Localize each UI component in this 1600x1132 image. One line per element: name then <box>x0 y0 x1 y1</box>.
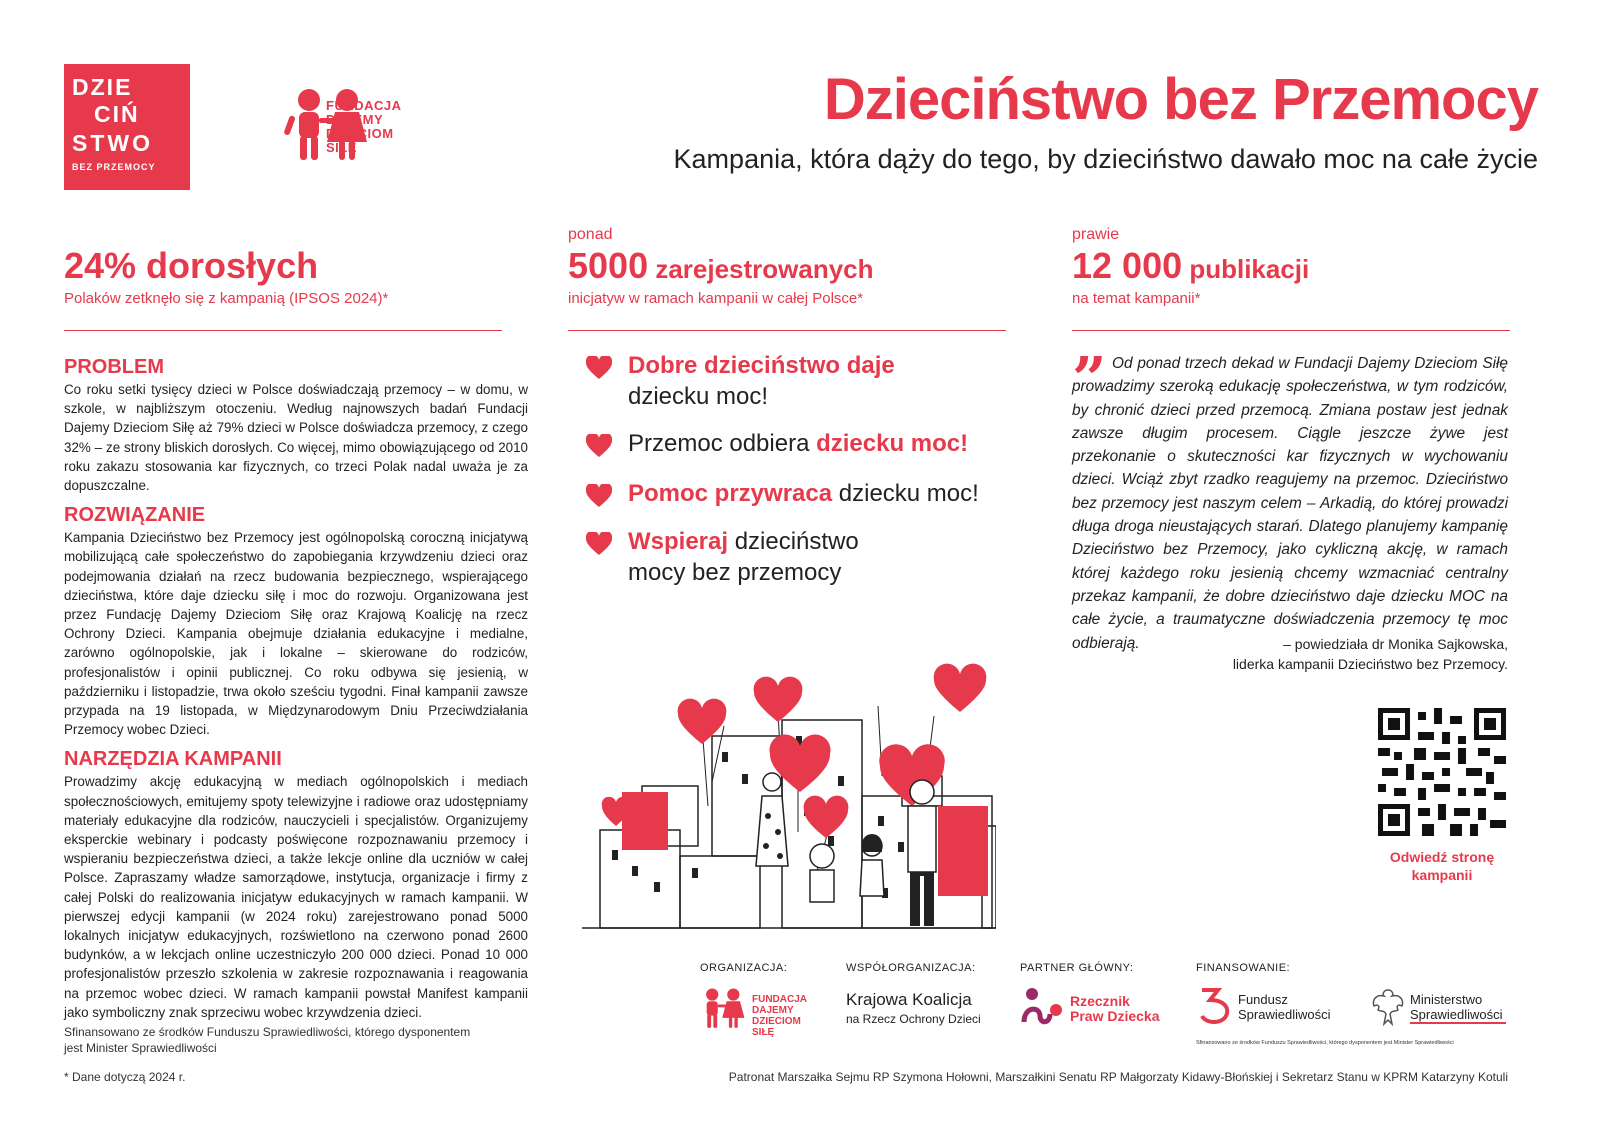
page-title: Dzieciństwo bez Przemocy <box>823 67 1538 132</box>
tools-body: Prowadzimy akcję edukacyjną w mediach ogólnopolskich i mediach społecznościowych, emitujemy spoty telewizyjne i radiowe oraz udostępniamy materiały edukacyjne dla rodziców, nauczycieli i specjalistów. Organizujemy eksperckie webinary i podcasty poświęcone rozpoznawaniu przemocy i wspieraniu bezpieczeństwa dzieci, a także lekcje online dla uczniów w całej Polsce. Zapraszamy władze samorządowe, instytucja, organizacje i firmy z całej Polski do realizowania inicjatyw edukacyjnych w ramach kampanii. W pierwszej edycji kampanii (w 2024 roku) zarejestrowano ponad 5000 lokalnych inicjatyw edukacyjnych, rozświetlono na czerwono ponad 2600 budynków, a w lekcjach online uczestniczyło 200 000 dzieci. Ponad 10 000 profesjonalistów przeszło szkolenia w zakresie rozpoznawania i reagowania na przemoc wobec dzieci. W ramach kampanii powstał Manifest kampanii jako symboliczny znak sprzeciwu wobec krzywdzenia dzieci. <box>64 774 528 1020</box>
solution-body: Kampania Dzieciństwo bez Przemocy jest ogólnopolską coroczną inicjatywą mobilizującą całe społeczeństwo do zapobiegania krzywdzeniu dzieci oraz podejmowania działań na rzecz budowania bezpiecznego, wspierającego dzieciństwa, które daje dziecku siłę i moc do rozwoju. Organizowana jest przez Fundację Dajemy Dzieciom Siłę oraz Krajową Koalicję na rzecz Ochrony Dzieci. Kampania obejmuje działania edukacyjne i medialne, zarówno ogólnopolskie, jak i lokalne – skierowane do rodziców, profesjonalistów i opinii publicznej. Co roku odbywa się jesienią, w październiku i listopadzie, trwa około sześciu tygodni. Finał kampanii zawsze przypada na 19 listopada, w Międzynarodowym Dniu Przeciwdziałania Przemocy wobec Dzieci. <box>64 530 528 738</box>
main-partner-name: Rzecznik Praw Dziecka <box>1070 993 1160 1024</box>
heart-icon <box>586 484 612 508</box>
patronage-note: Patronat Marszałka Sejmu RP Szymona Hołowni, Marszałkini Senatu RP Małgorzaty Kidawy-Błońskiej i Sekretarz Stanu w KPRM Katarzyny Kotuli <box>728 1070 1508 1084</box>
data-note: * Dane dotyczą 2024 r. <box>64 1070 186 1084</box>
campaign-logo: DZIE CIŃ STWO BEZ PRZEMOCY <box>64 64 190 190</box>
left-column <box>64 356 528 1031</box>
eagle-emblem-icon <box>1370 986 1406 1030</box>
city-hearts-illustration <box>582 656 996 942</box>
divider <box>64 330 502 331</box>
organizer-heading: ORGANIZACJA: <box>700 962 788 974</box>
heart-icon <box>586 356 612 380</box>
qr-code[interactable] <box>1378 708 1506 836</box>
fundusz-logo-icon <box>1196 986 1236 1026</box>
fundacja-logo-icon <box>700 986 750 1032</box>
page-subtitle: Kampania, która dąży do tego, by dzieciństwo dawało moc na całe życie <box>673 144 1538 174</box>
rpd-logo-icon <box>1020 986 1066 1026</box>
fundusz-name: Fundusz Sprawiedliwości <box>1238 992 1331 1022</box>
tools-heading: NARZĘDZIA KAMPANII <box>64 748 282 771</box>
solution-heading: ROZWIĄZANIE <box>64 504 206 527</box>
financing-heading: FINANSOWANIE: <box>1196 962 1291 974</box>
divider <box>568 330 1006 331</box>
divider <box>1072 330 1510 331</box>
coorganizer-name: Krajowa Koalicja <box>846 990 972 1009</box>
fundacja-name: FUNDACJA DAJEMY DZIECIOM SIŁĘ <box>326 98 402 155</box>
quote-attribution: – powiedziała dr Monika Sajkowska, liderka kampanii Dzieciństwo bez Przemocy. <box>1232 636 1508 672</box>
problem-body: Co roku setki tysięcy dzieci w Polsce doświadczają przemocy – w domu, w szkole, w najbliższym otoczeniu. Według najnowszych badań Fundacji Dajemy Dzieciom Siłę aż 79% dzieci w Polsce doświadcza przemocy, z czego 32% – ze strony bliskich dorosłych. Co więcej, mimo obowiązującego od 2010 roku zakazu stosowania kar fizycznych, co trzeci Polak nadal uważa je za dopuszczalne. <box>64 382 528 494</box>
stat-initiatives: ponad 5000 zarejestrowanych inicjatyw w ramach kampanii w całej Polsce* <box>568 226 1006 307</box>
quote-mark-icon: ” <box>1072 345 1107 415</box>
qr-label: Odwiedź stronę kampanii <box>1389 849 1495 883</box>
funding-note: Sfinansowano ze środków Funduszu Sprawiedliwości, którego dysponentem jest Minister Sprawiedliwości <box>64 1025 471 1055</box>
heart-icon <box>586 532 612 556</box>
stat-publications: prawie 12 000 publikacji na temat kampanii* <box>1072 226 1510 307</box>
ministry-name: Ministerstwo Sprawiedliwości <box>1410 992 1503 1022</box>
quote-text: Od ponad trzech dekad w Fundacji Dajemy Dzieciom Siłę prowadzimy szeroką edukację społeczeństwa, w tym rodziców, by chronić dzieci przed przemocą. Zmiana postaw jest jednak zawsze długim procesem. Ciągle jeszcze żywe jest przekonanie o skuteczności kar fizycznych w wychowaniu dzieci. Wciąż zbyt rzadko reagujemy na przemoc. Dzieciństwo bez przemocy jest naszym celem – Arkadią, do której prowadzi długa droga nieustających starań. Dlatego planujemy kampanię Dzieciństwo bez Przemocy, jako cykliczną akcję, w ramach której każdego roku jesienią chcemy wzmacniać centralny przekaz kampanii, że dobre dzieciństwo daje dziecku MOC na całe życie, a traumatyczne doświadczenia przemocy tę moc odbierają. <box>1072 355 1508 652</box>
stat-adults: 24% dorosłych Polaków zetknęło się z kampanią (IPSOS 2024)* <box>64 226 502 307</box>
ministry-underline <box>1410 1022 1506 1024</box>
coorganizer-heading: WSPÓŁORGANIZACJA: <box>846 962 976 974</box>
problem-heading: PROBLEM <box>64 356 164 378</box>
coorganizer-subname: na Rzecz Ochrony Dzieci <box>846 1012 981 1026</box>
main-partner-heading: PARTNER GŁÓWNY: <box>1020 962 1134 974</box>
organizer-name: FUNDACJA DAJEMY DZIECIOM SIŁĘ <box>752 994 807 1038</box>
heart-icon <box>586 434 612 458</box>
financing-note: Sfinansowano ze środków Funduszu Sprawiedliwości, którego dysponentem jest Minister Sprawiedliwości <box>1196 1040 1454 1046</box>
